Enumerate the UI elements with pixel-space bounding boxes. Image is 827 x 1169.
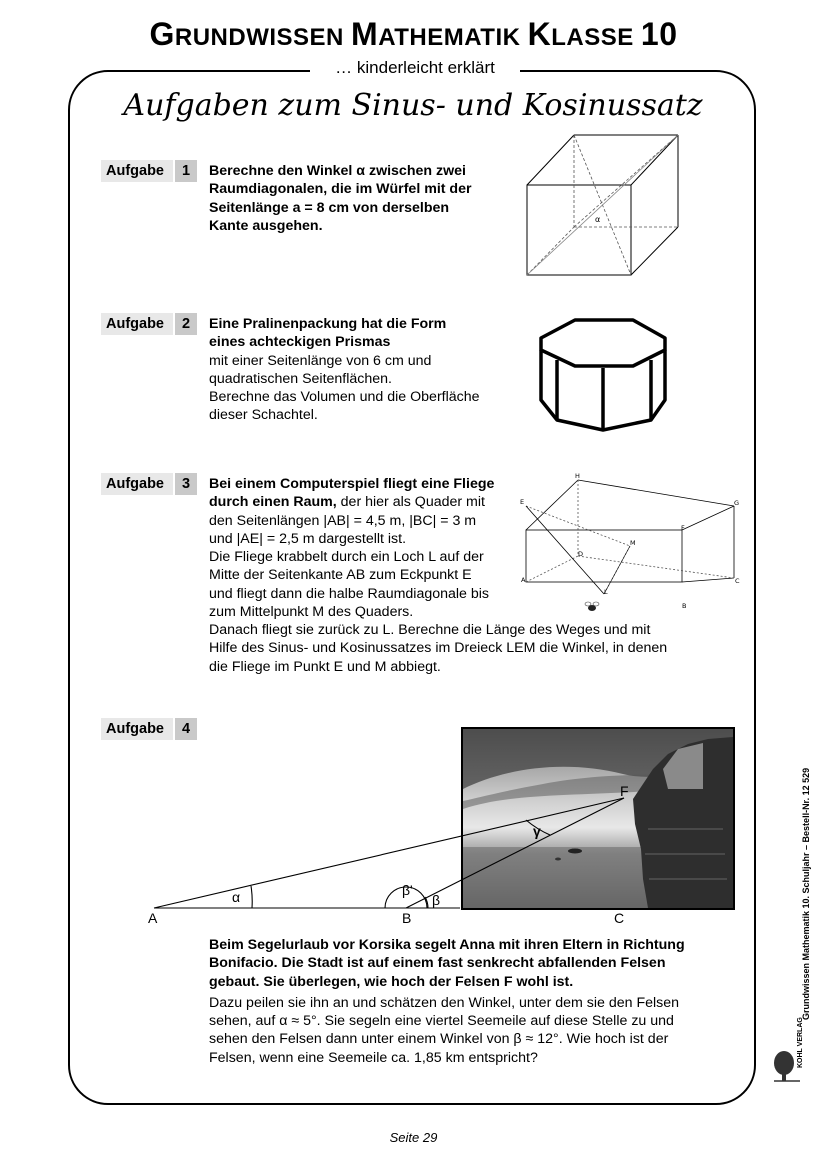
text-line: Beim Segelurlaub vor Korsika segelt Anna mit ihren Eltern in Richtung (209, 937, 685, 953)
text-line: gebaut. Sie überlegen, wie hoch der Felsen F wohl ist. (209, 973, 574, 990)
text-line: Raumdiagonalen, die im Würfel mit der (209, 181, 472, 198)
text-line: der hier als Quader mit (336, 494, 485, 511)
text-line: zum Mittelpunkt M des Quaders. (209, 604, 414, 621)
point-label: F (681, 524, 685, 532)
cuboid-figure (518, 470, 748, 618)
task-3-text (209, 475, 529, 621)
text-line: Seitenlänge a = 8 cm von derselben (209, 199, 450, 216)
point-label: A (521, 576, 526, 584)
angle-gamma-label: γ (533, 823, 541, 839)
point-label: G (734, 499, 740, 507)
angle-beta-label: β (432, 892, 441, 908)
title-smallcaps: LASSE (551, 24, 641, 51)
text-line: Dazu peilen sie ihn an und schätzen den Winkel, unter dem sie den Felsen (209, 994, 680, 1011)
title-letter: 10 (640, 16, 678, 52)
point-label: M (630, 539, 636, 547)
task-1-badge (101, 160, 197, 182)
text-line: und |AE| = 2,5 m dargestellt ist. (209, 530, 407, 547)
task-number: 2 (175, 313, 197, 335)
text-line: die Fliege im Punkt E und M abbiegt. (209, 658, 441, 675)
text-line: Hilfe des Sinus- und Kosinussatzes im Dreieck LEM die Winkel, in denen (209, 640, 668, 657)
task-4-text (209, 936, 744, 1067)
text-line: sehen, auf α ≈ 5°. Sie segeln eine viertel Seemeile auf diese Stelle zu und (209, 1013, 674, 1030)
side-order-info (787, 730, 811, 1030)
task-2-text (209, 315, 509, 425)
text-line: Bonifacio. Die Stadt ist auf einem fast senkrecht abfallenden Felsen (209, 955, 666, 972)
text-line: Kante ausgehen. (209, 217, 323, 234)
text-line: Bei einem Computerspiel fliegt eine Fliege (209, 476, 495, 492)
text-line: und fliegt dann die halbe Raumdiagonale bis (209, 585, 490, 602)
text-line: Berechne das Volumen und die Oberfläche (209, 389, 480, 406)
text-line: Danach fliegt sie zurück zu L. Berechne die Länge des Weges und mit (209, 622, 651, 638)
task-number: 1 (175, 160, 197, 182)
point-label: H (575, 472, 580, 480)
text-line: mit einer Seitenlänge von 6 cm und (209, 352, 432, 369)
publisher-text: KOHL VERLAG (797, 1017, 804, 1068)
point-B-label: B (402, 910, 412, 926)
task-number: 3 (175, 473, 197, 495)
task-label: Aufgabe (101, 160, 173, 182)
page-number: Seite 29 (389, 1130, 438, 1145)
point-label: B (682, 602, 687, 610)
page-subtitle: … kinderleicht erklärt (310, 58, 520, 78)
task-label: Aufgabe (101, 473, 173, 495)
page-title (0, 16, 827, 53)
title-smallcaps: RUNDWISSEN (174, 24, 352, 51)
point-label: E (520, 498, 525, 506)
text-line: Die Fliege krabbelt durch ein Loch L auf der (209, 549, 484, 566)
task-4-badge (101, 718, 197, 740)
title-letter: G (149, 16, 175, 52)
cube-figure (522, 130, 688, 280)
text-line: Felsen, wenn eine Seemeile ca. 1,85 km entspricht? (209, 1049, 538, 1066)
title-letter: K (527, 16, 552, 52)
triangulation-figure (140, 780, 740, 930)
publisher-logo-icon (772, 1045, 802, 1085)
point-label: L (604, 588, 608, 596)
point-C-label: C (614, 910, 625, 926)
point-F-label: F (620, 783, 629, 799)
task-number: 4 (175, 718, 197, 740)
point-A-label: A (148, 910, 158, 926)
text-line: Mitte der Seitenkante AB zum Eckpunkt E (209, 567, 472, 584)
text-line: den Seitenlängen |AB| = 4,5 m, |BC| = 3 m (209, 512, 477, 529)
text-line: dieser Schachtel. (209, 407, 318, 424)
point-label: C (735, 577, 740, 585)
task-2-badge (101, 313, 197, 335)
angle-label: α (595, 215, 601, 224)
text-line: Berechne den Winkel α zwischen zwei (209, 163, 466, 179)
text-line: eines achteckigen Prismas (209, 334, 391, 351)
angle-alpha-label: α (232, 889, 241, 905)
text-bold: durch einen Raum, (209, 494, 337, 511)
text-line: Eine Pralinenpackung hat die Form (209, 316, 447, 332)
task-1-text (209, 162, 509, 235)
text-line: quadratischen Seitenflächen. (209, 370, 392, 387)
angle-beta-prime-label: β' (402, 882, 413, 898)
side-text: Grundwissen Mathematik 10. Schuljahr – Bestell-Nr. 12 529 (801, 767, 811, 1020)
task-3-text-continued (209, 621, 739, 676)
task-label: Aufgabe (101, 718, 173, 740)
text-line: sehen den Felsen dann unter einem Winkel von β ≈ 12°. Wie hoch ist der (209, 1031, 669, 1048)
section-heading: Aufgaben zum Sinus- und Kosinussatz (123, 88, 703, 123)
task-label: Aufgabe (101, 313, 173, 335)
task-3-badge (101, 473, 197, 495)
fly-icon (585, 602, 599, 611)
title-letter: M (351, 16, 379, 52)
point-label: D (578, 550, 584, 558)
octagonal-prism-figure (535, 316, 675, 436)
title-smallcaps: ATHEMATIK (378, 24, 528, 51)
